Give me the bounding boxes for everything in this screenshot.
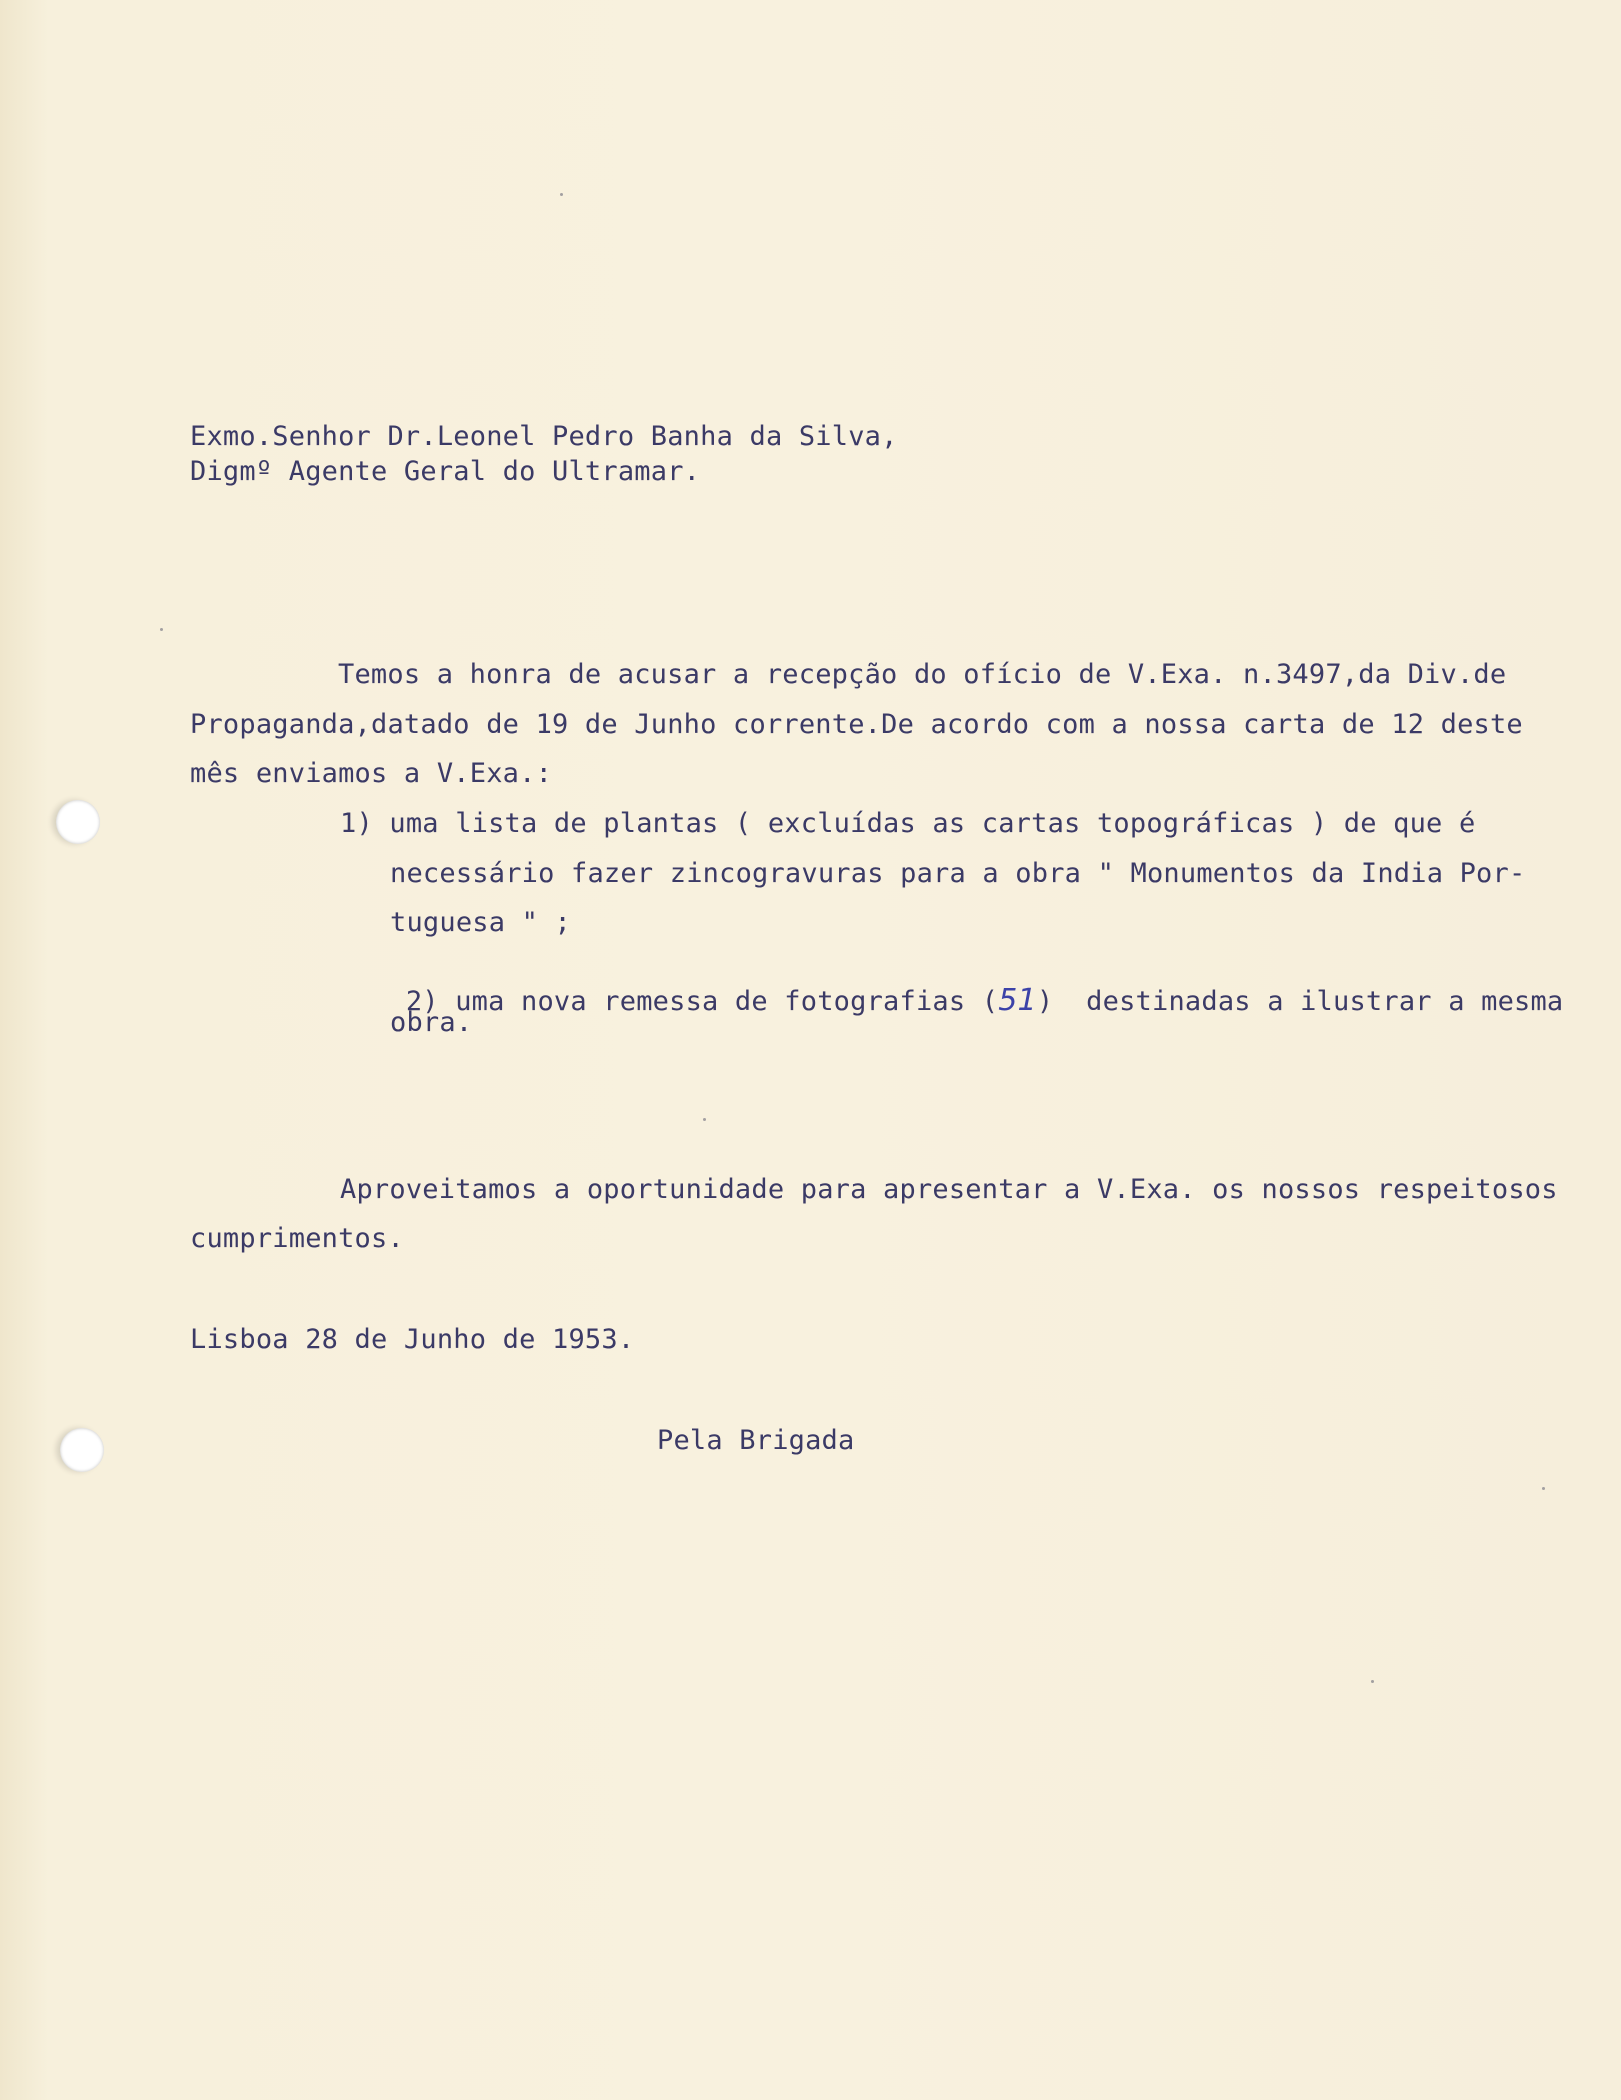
address-line-2: Digmº Agente Geral do Ultramar. xyxy=(190,456,701,487)
paragraph-1-line-1: Temos a honra de acusar a recepção do ofício de V.Exa. n.3497,da Div.de xyxy=(338,659,1507,690)
list-item-2-line-1 xyxy=(340,959,1563,1043)
punch-hole-bottom xyxy=(60,1428,104,1472)
paragraph-1-line-3: mês enviamos a V.Exa.: xyxy=(190,758,553,789)
paper-speck xyxy=(160,628,163,631)
list-item-1-line-3: tuguesa " ; xyxy=(390,907,572,938)
list-item-2-line-2: obra. xyxy=(390,1007,473,1038)
paper-speck xyxy=(1542,1487,1545,1490)
paper-speck xyxy=(1371,1680,1374,1683)
list-item-1-line-2: necessário fazer zincogravuras para a obra " Monumentos da India Por- xyxy=(390,858,1526,889)
punch-hole-top xyxy=(56,800,100,844)
dateline: Lisboa 28 de Junho de 1953. xyxy=(190,1324,635,1355)
paper-speck xyxy=(560,193,563,196)
handwritten-count: 51 xyxy=(998,983,1037,1018)
list-item-1-line-1: 1) uma lista de plantas ( excluídas as cartas topográficas ) de que é xyxy=(340,808,1476,839)
closing-line-2: cumprimentos. xyxy=(190,1223,404,1254)
paragraph-1-line-2: Propaganda,datado de 19 de Junho corrente.De acordo com a nossa carta de 12 deste xyxy=(190,709,1523,740)
paper-speck xyxy=(703,1118,706,1121)
closing-line-1: Aproveitamos a oportunidade para apresentar a V.Exa. os nossos respeitosos xyxy=(340,1174,1558,1205)
list-item-2-text-after: ) destinadas a ilustrar a mesma xyxy=(1036,986,1564,1017)
list-item-2-text-before: 2) uma nova remessa de fotografias ( xyxy=(405,986,999,1017)
address-line-1: Exmo.Senhor Dr.Leonel Pedro Banha da Silva, xyxy=(190,421,898,452)
signature-line: Pela Brigada xyxy=(657,1425,855,1456)
